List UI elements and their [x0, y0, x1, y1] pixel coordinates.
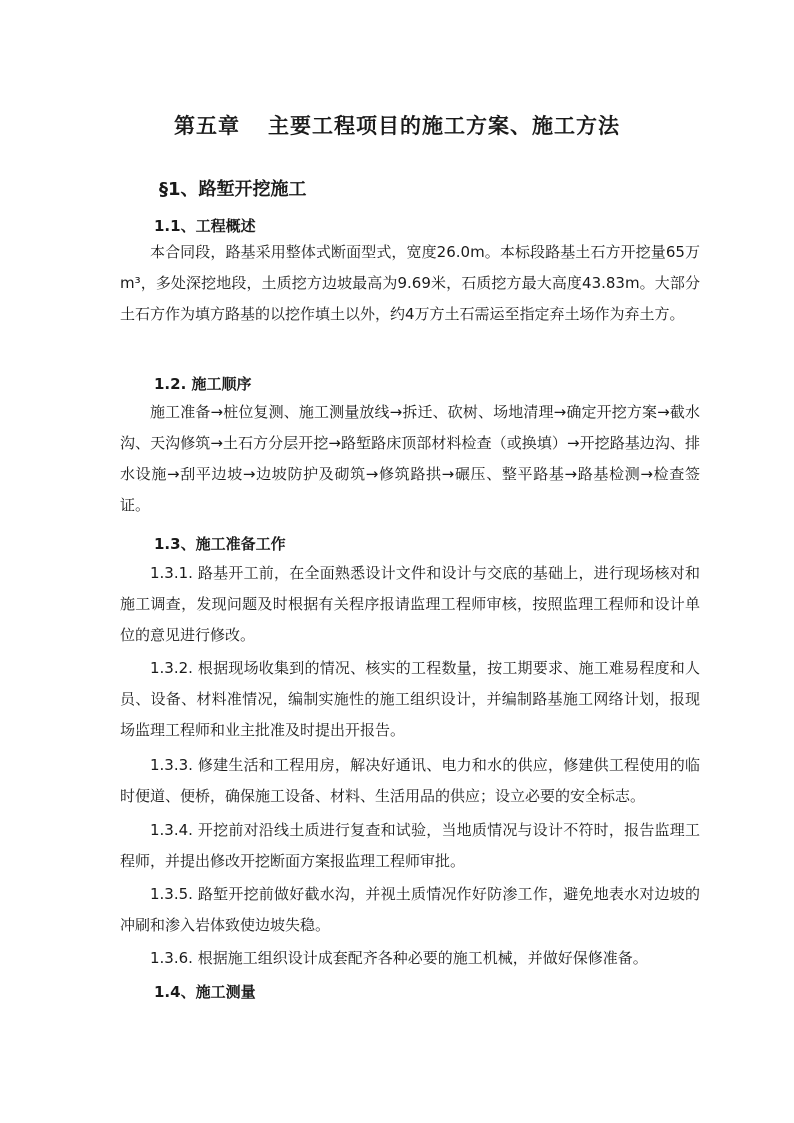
paragraph-1-3-6: 1.3.6. 根据施工组织设计成套配齐各种必要的施工机械，并做好保修准备。 [150, 949, 648, 967]
paragraph-1-3-2: 1.3.2. 根据现场收集到的情况、核实的工程数量，按工期要求、施工难易程度和人员、设备、材料准情况，编制实施性的施工组织设计，并编制路基施工网络计划，报现场监理工程师和业主批准及时提出开报告。 [120, 659, 700, 739]
chapter-number: 第五章 [174, 114, 240, 138]
heading-1-3: 1.3、施工准备工作 [154, 535, 286, 553]
heading-1-2: 1.2. 施工顺序 [154, 375, 252, 393]
paragraph-1-3-1: 1.3.1. 路基开工前，在全面熟悉设计文件和设计与交底的基础上，进行现场核对和施工调查，发现问题及时根据有关程序报请监理工程师审核，按照监理工程师和设计单位的意见进行修改。 [120, 564, 700, 644]
chapter-title [0, 110, 794, 140]
heading-1-1: 1.1、工程概述 [154, 217, 256, 235]
section-title: §1、路堑开挖施工 [159, 179, 307, 200]
paragraph-1-3-3: 1.3.3. 修建生活和工程用房，解决好通讯、电力和水的供应，修建供工程使用的临时便道、便桥，确保施工设备、材料、生活用品的供应；设立必要的安全标志。 [120, 756, 700, 805]
paragraph-1-2: 施工准备→桩位复测、施工测量放线→拆迁、砍树、场地清理→确定开挖方案→截水沟、天沟修筑→土石方分层开挖→路堑路床顶部材料检查（或换填）→开挖路基边沟、排水设施→刮平边坡→边坡防护及砌筑→修筑路拱→碾压、整平路基→路基检测→检查签证。 [120, 403, 700, 514]
chapter-name: 主要工程项目的施工方案、施工方法 [268, 114, 620, 138]
paragraph-1-3-5: 1.3.5. 路堑开挖前做好截水沟，并视土质情况作好防渗工作，避免地表水对边坡的冲刷和渗入岩体致使边坡失稳。 [120, 885, 700, 934]
paragraph-1-1: 本合同段，路基采用整体式断面型式，宽度26.0m。本标段路基土石方开挖量65万m³，多处深挖地段，土质挖方边坡最高为9.69米，石质挖方最大高度43.83m。大部分土石方作为填方路基的以挖作填土以外，约4万方土石需运至指定弃土场作为弃土方。 [120, 243, 700, 323]
paragraph-1-3-4: 1.3.4. 开挖前对沿线土质进行复查和试验，当地质情况与设计不符时，报告监理工程师，并提出修改开挖断面方案报监理工程师审批。 [120, 821, 700, 870]
heading-1-4: 1.4、施工测量 [154, 983, 256, 1001]
